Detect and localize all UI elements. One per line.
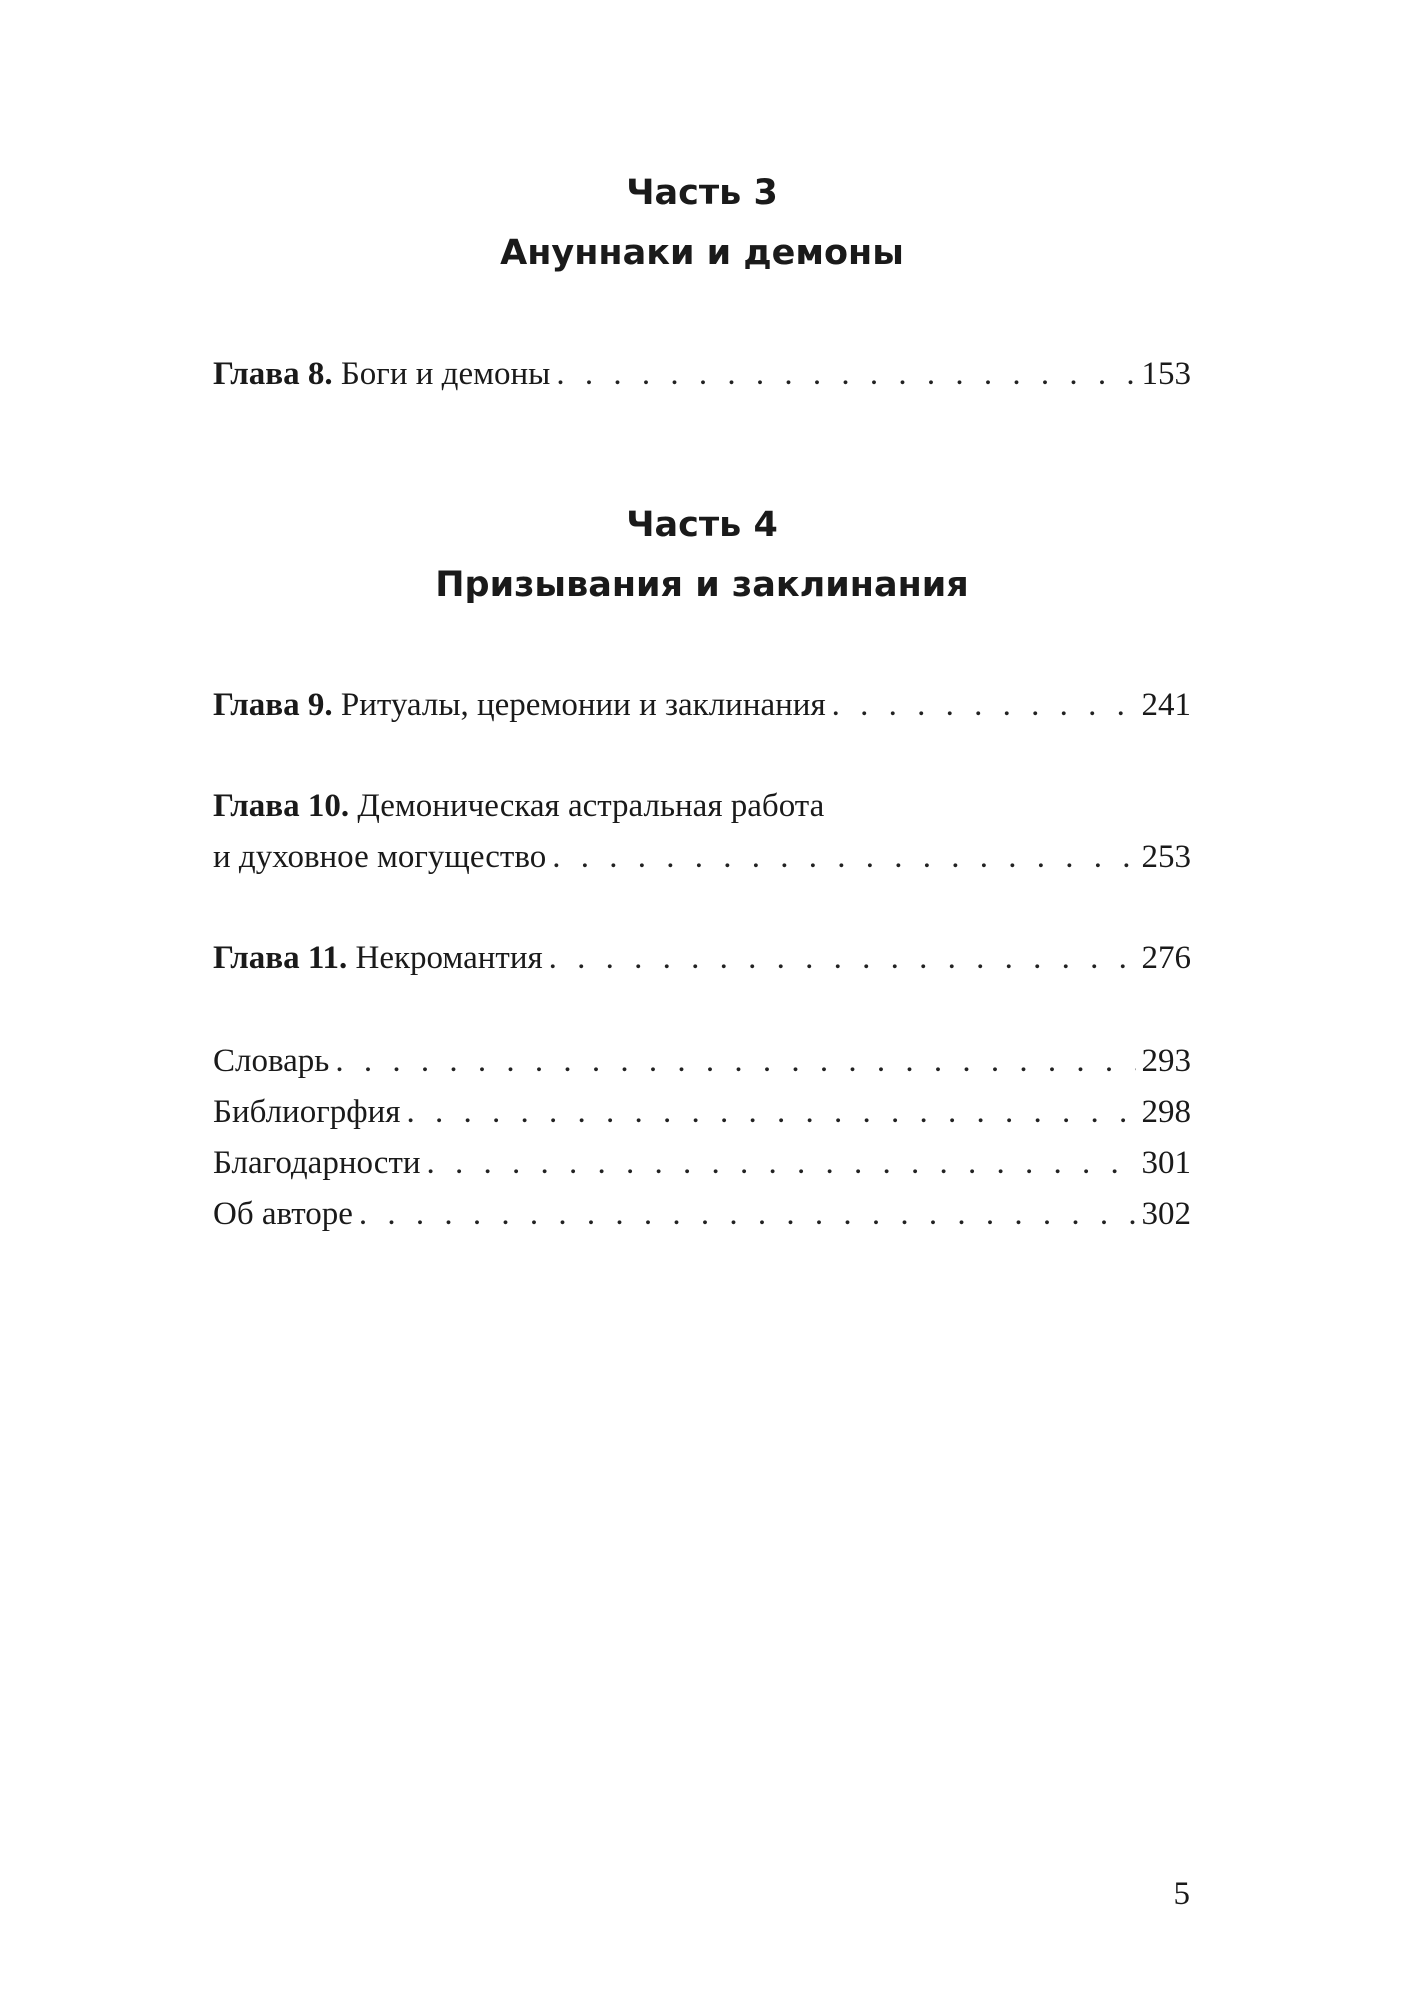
page-number: 293	[1141, 1043, 1191, 1079]
toc-entry-chapter-9[interactable]	[213, 680, 1191, 731]
dot-leader	[335, 1036, 1135, 1087]
part-3-title: Ануннаки и демоны	[500, 233, 904, 273]
entry-title: Благодарности	[213, 1145, 421, 1181]
toc-entry-chapter-10[interactable]	[213, 781, 1191, 883]
chapter-label: Глава 9.	[213, 687, 333, 723]
toc-entry-about-author[interactable]	[213, 1189, 1191, 1240]
dot-leader	[359, 1189, 1136, 1240]
dot-leader	[556, 349, 1135, 400]
page-number: 276	[1141, 940, 1191, 976]
entry-title: Об авторе	[213, 1196, 353, 1232]
part-4-heading	[0, 495, 1404, 615]
dot-leader	[549, 933, 1136, 984]
page-number: 302	[1141, 1196, 1191, 1232]
chapter-title: Некромантия	[355, 940, 543, 976]
part-4-number: Часть 4	[626, 505, 778, 545]
toc-entry-bibliography[interactable]	[213, 1087, 1191, 1138]
page-number: 298	[1141, 1094, 1191, 1130]
dot-leader	[832, 680, 1136, 731]
chapter-label: Глава 8.	[213, 356, 333, 392]
chapter-title: Ритуалы, церемонии и заклинания	[340, 687, 826, 723]
toc-entry-chapter-11[interactable]	[213, 933, 1191, 984]
dot-leader	[552, 832, 1135, 883]
page-number: 153	[1141, 356, 1191, 392]
chapter-label: Глава 10.	[213, 788, 350, 824]
page-folio: 5	[1173, 1876, 1190, 1912]
chapter-label: Глава 11.	[213, 940, 348, 976]
page-number: 253	[1141, 839, 1191, 875]
page-number: 241	[1141, 687, 1191, 723]
chapter-title-line-1: Демоническая астральная работа	[357, 788, 825, 824]
dot-leader	[406, 1087, 1135, 1138]
entry-title: Библиогрфия	[213, 1094, 401, 1130]
toc-entry-glossary[interactable]	[213, 1036, 1191, 1087]
part-4-title: Призывания и заклинания	[435, 565, 969, 605]
part-3-number: Часть 3	[626, 173, 778, 213]
page-number: 301	[1141, 1145, 1191, 1181]
entry-title: Словарь	[213, 1043, 330, 1079]
dot-leader	[427, 1138, 1136, 1189]
toc-entry-chapter-8[interactable]	[213, 349, 1191, 400]
part-3-heading	[0, 163, 1404, 283]
chapter-title: Боги и демоны	[340, 356, 551, 392]
chapter-title-line-2: и духовное могущество	[213, 839, 547, 875]
toc-entry-acknowledgements[interactable]	[213, 1138, 1191, 1189]
